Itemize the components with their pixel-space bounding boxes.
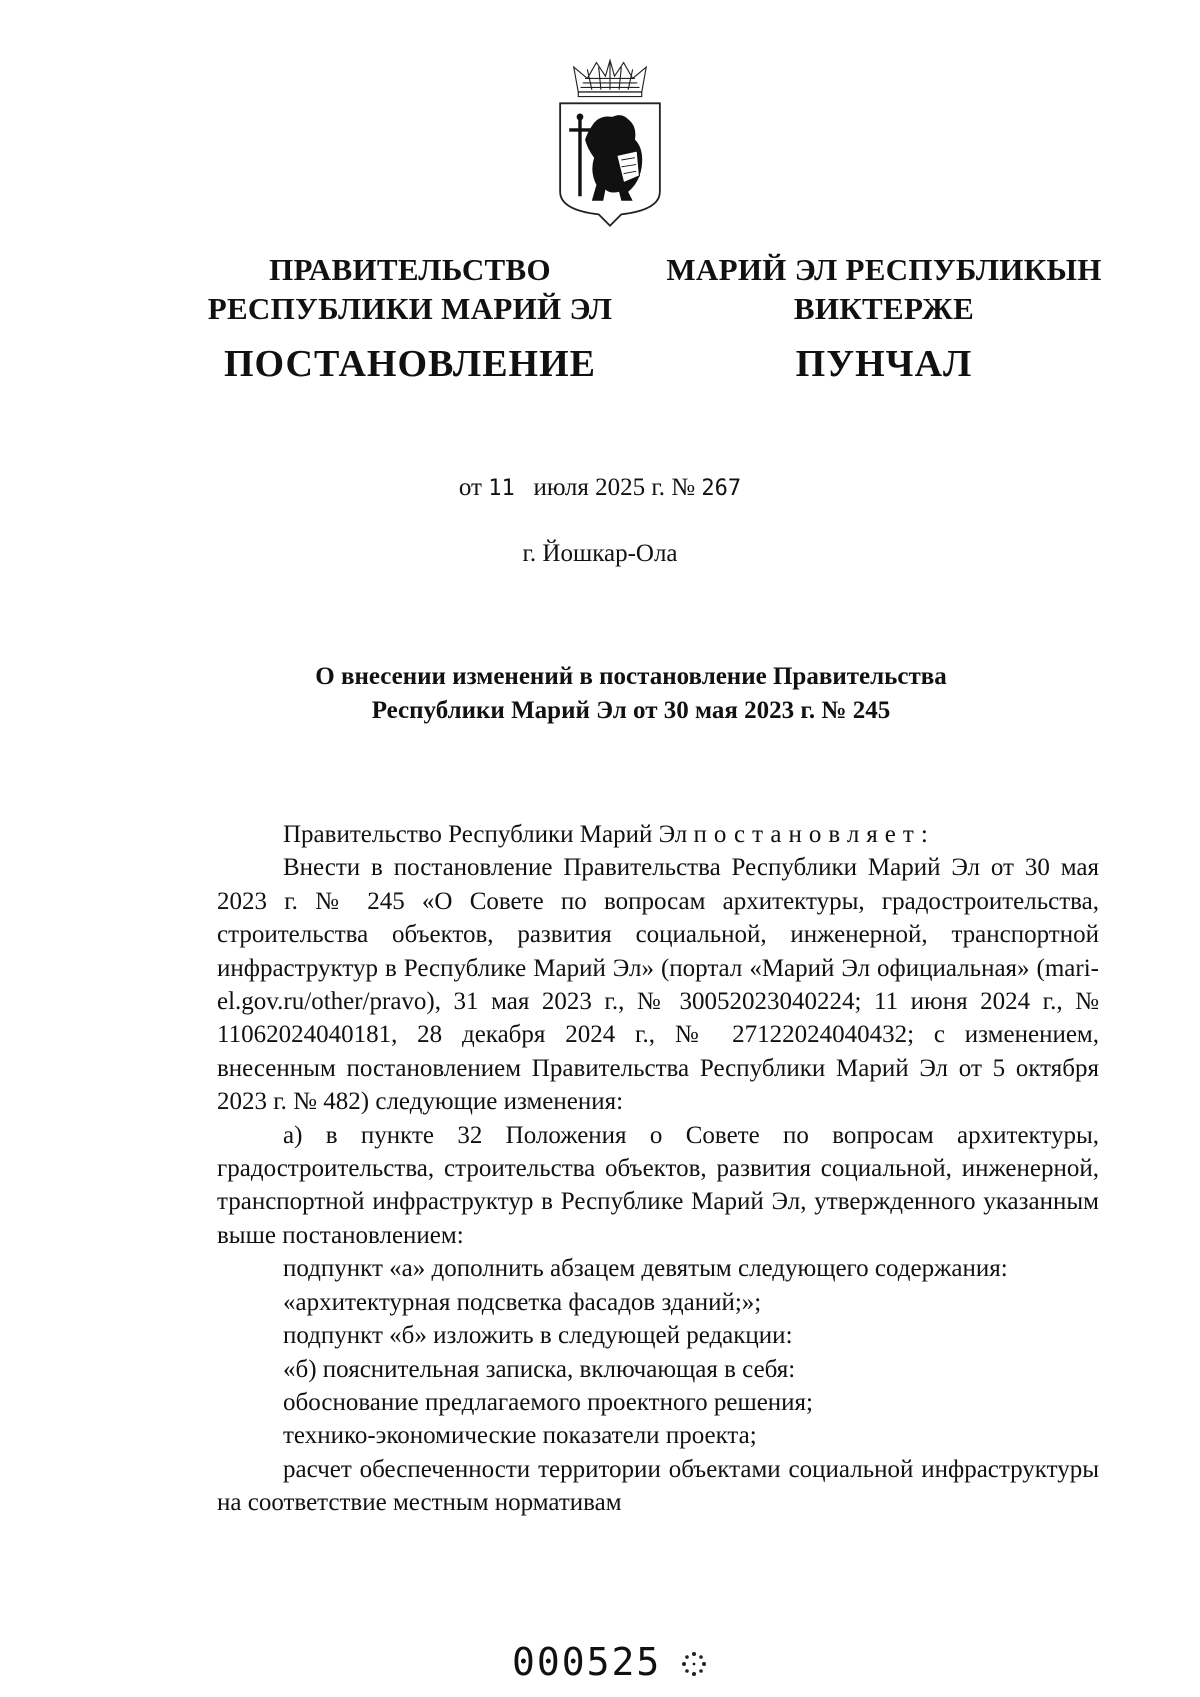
document-title	[250, 660, 1012, 728]
document-type-russian: ПОСТАНОВЛЕНИЕ	[223, 343, 597, 385]
title-line1: О внесении изменений в постановление Правительства	[315, 663, 947, 690]
document-number: 267	[701, 476, 742, 501]
body-paragraph-8: обоснование предлагаемого проектного решения;	[283, 1388, 814, 1416]
date-prefix: от	[458, 474, 482, 501]
document-type-mari: ПУНЧАЛ	[795, 343, 973, 385]
resolve-spaced-word: постановляет:	[693, 821, 935, 848]
document-body	[217, 818, 1099, 1520]
date-day: 11	[488, 476, 515, 501]
body-paragraph-5: «архитектурная подсветка фасадов зданий;»;	[283, 1288, 762, 1316]
body-paragraph-resolve	[217, 818, 1099, 851]
form-serial-number: 000525	[512, 1640, 662, 1684]
header-right-line1: МАРИЙ ЭЛ РЕСПУБЛИКЫН	[666, 252, 1102, 287]
document-city: г. Йошкар-Ола	[522, 540, 678, 567]
body-paragraph-3: а) в пункте 32 Положения о Совете по вопросам архитектуры, градостроительства, строительства объектов, развития социальной, инженерной, транспортной инфраструктур в Республике Марий Эл, утвержденного указанным выше постановлением:	[217, 1121, 1099, 1249]
document-dateline	[0, 472, 1200, 505]
body-paragraph-7: «б) пояснительная записка, включающая в себя:	[283, 1355, 796, 1383]
header-left-line1: ПРАВИТЕЛЬСТВО	[269, 252, 551, 287]
header-russian	[200, 250, 620, 387]
header-left-line2: РЕСПУБЛИКИ МАРИЙ ЭЛ	[207, 291, 613, 326]
title-line2: Республики Марий Эл от 30 мая 2023 г. № 245	[371, 697, 891, 724]
resolve-text: Правительство Республики Марий Эл	[283, 821, 694, 848]
date-month-year: июля 2025 г. №	[533, 474, 696, 501]
header-mari	[656, 250, 1112, 387]
body-paragraph-9: технико-экономические показатели проекта;	[283, 1422, 757, 1450]
body-paragraph-4: подпункт «а» дополнить абзацем девятым следующего содержания:	[283, 1255, 1008, 1283]
body-paragraph-10: расчет обеспеченности территории объектами социальной инфраструктуры на соответствие местным нормативам	[217, 1455, 1099, 1517]
header-right-line2: ВИКТЕРЖЕ	[793, 291, 975, 326]
body-paragraph-2: Внести в постановление Правительства Республики Марий Эл от 30 мая 2023 г. № 245 «О Совете по вопросам архитектуры, градостроительства, строительства объектов, развития социальной, инженерной, транспортной инфраструктур в Республике Марий Эл» (портал «Марий Эл официальная» (mari-el.gov.ru/other/pravo), 31 мая 2023 г., № 30052023040224; 11 июня 2024 г., № 11062024040181, 28 декабря 2024 г., № 27122024040432; с изменением, внесенным постановлением Правительства Республики Марий Эл от 5 октября 2023 г. № 482) следующие изменения:	[217, 854, 1099, 1116]
body-paragraph-6: подпункт «б» изложить в следующей редакции:	[283, 1322, 793, 1350]
asterisk-mark-icon	[680, 1650, 708, 1678]
coat-of-arms-emblem	[550, 58, 670, 228]
